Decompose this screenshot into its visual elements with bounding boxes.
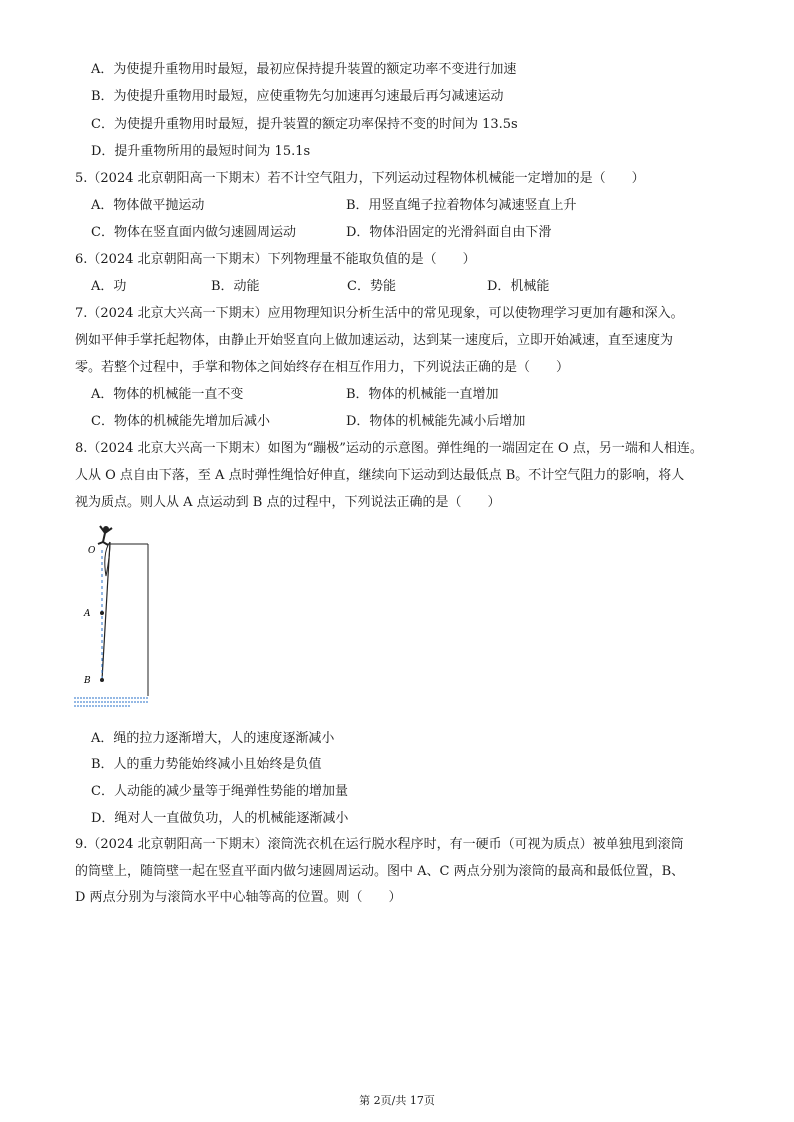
q4-option-c: C．为使提升重物用时最短，提升装置的额定功率保持不变的时间为 13.5s [91,117,518,132]
q4-option-d: D．提升重物所用的最短时间为 15.1s [91,144,311,159]
q7-option-d: D．物体的机械能先减小后增加 [346,414,526,429]
stretched-rope-line [102,542,110,680]
q7-stem-line3: 零。若整个过程中，手掌和物体之间始终存在相互作用力，下列说法正确的是（ ） [75,360,570,375]
q9-stem-line1: 9.（2024 北京朝阳高一下期末）滚筒洗衣机在运行脱水程序时，有一硬币（可视为质点）被单独甩到滚筒 [75,837,684,852]
point-a-dot [100,611,104,615]
q5-option-c: C．物体在竖直面内做匀速圆周运动 [91,225,296,240]
point-b-dot [100,678,104,682]
bungee-diagram-svg [70,520,160,720]
q7-option-a: A．物体的机械能一直不变 [91,387,244,402]
page-footer: 第 2页/共 17页 [359,1094,435,1107]
label-b: B [84,676,91,686]
q8-stem-line2: 人从 O 点自由下落，至 A 点时弹性绳恰好伸直，继续向下运动到达最低点 B。不计空气阻力的影响，将人 [75,468,685,483]
q5-option-b: B．用竖直绳子拉着物体匀减速竖直上升 [346,198,577,213]
q8-option-a: A．绳的拉力逐渐增大，人的速度逐渐减小 [91,731,335,746]
q9-stem-line2: 的筒壁上，随筒壁一起在竖直平面内做匀速圆周运动。图中 A、C 两点分别为滚筒的最高和最低位置，B、 [75,864,685,879]
q5-option-d: D．物体沿固定的光滑斜面自由下滑 [346,225,552,240]
q8-option-b: B．人的重力势能始终减小且始终是负值 [91,757,322,772]
q7-stem-line1: 7.（2024 北京大兴高一下期末）应用物理知识分析生活中的常见现象，可以使物理学习更加有趣和深入。 [75,306,684,321]
q6-option-d: D．机械能 [487,279,550,294]
q6-option-c: C．势能 [347,279,396,294]
q7-option-c: C．物体的机械能先增加后减小 [91,414,270,429]
q8-option-d: D．绳对人一直做负功，人的机械能逐渐减小 [91,811,349,826]
q5-option-a: A．物体做平抛运动 [91,198,205,213]
q4-option-a: A．为使提升重物用时最短，最初应保持提升装置的额定功率不变进行加速 [91,62,517,77]
label-a: A [84,609,91,619]
q7-option-b: B．物体的机械能一直增加 [346,387,499,402]
q9-stem-line3: D 两点分别为与滚筒水平中心轴等高的位置。则（ ） [75,890,402,905]
q7-stem-line2: 例如平伸手掌托起物体，由静止开始竖直向上做加速运动，达到某一速度后，立即开始减速，直至速度为 [75,333,674,348]
q6-option-a: A．功 [91,279,127,294]
q6-option-b: B．动能 [211,279,260,294]
q6-stem: 6.（2024 北京朝阳高一下期末）下列物理量不能取负值的是（ ） [75,252,476,267]
q8-option-c: C．人动能的减少量等于绳弹性势能的增加量 [91,784,348,799]
bungee-diagram [70,520,160,720]
label-o: O [88,546,96,556]
q5-stem: 5.（2024 北京朝阳高一下期末）若不计空气阻力，下列运动过程物体机械能一定增加的是（ ） [75,171,645,186]
q4-option-b: B．为使提升重物用时最短，应使重物先匀加速再匀速最后再匀减速运动 [91,89,504,104]
q8-stem-line1: 8.（2024 北京大兴高一下期末）如图为“蹦极”运动的示意图。弹性绳的一端固定在 O 点，另一端和人相连。 [75,441,703,456]
q8-stem-line3: 视为质点。则人从 A 点运动到 B 点的过程中，下列说法正确的是（ ） [75,495,501,510]
